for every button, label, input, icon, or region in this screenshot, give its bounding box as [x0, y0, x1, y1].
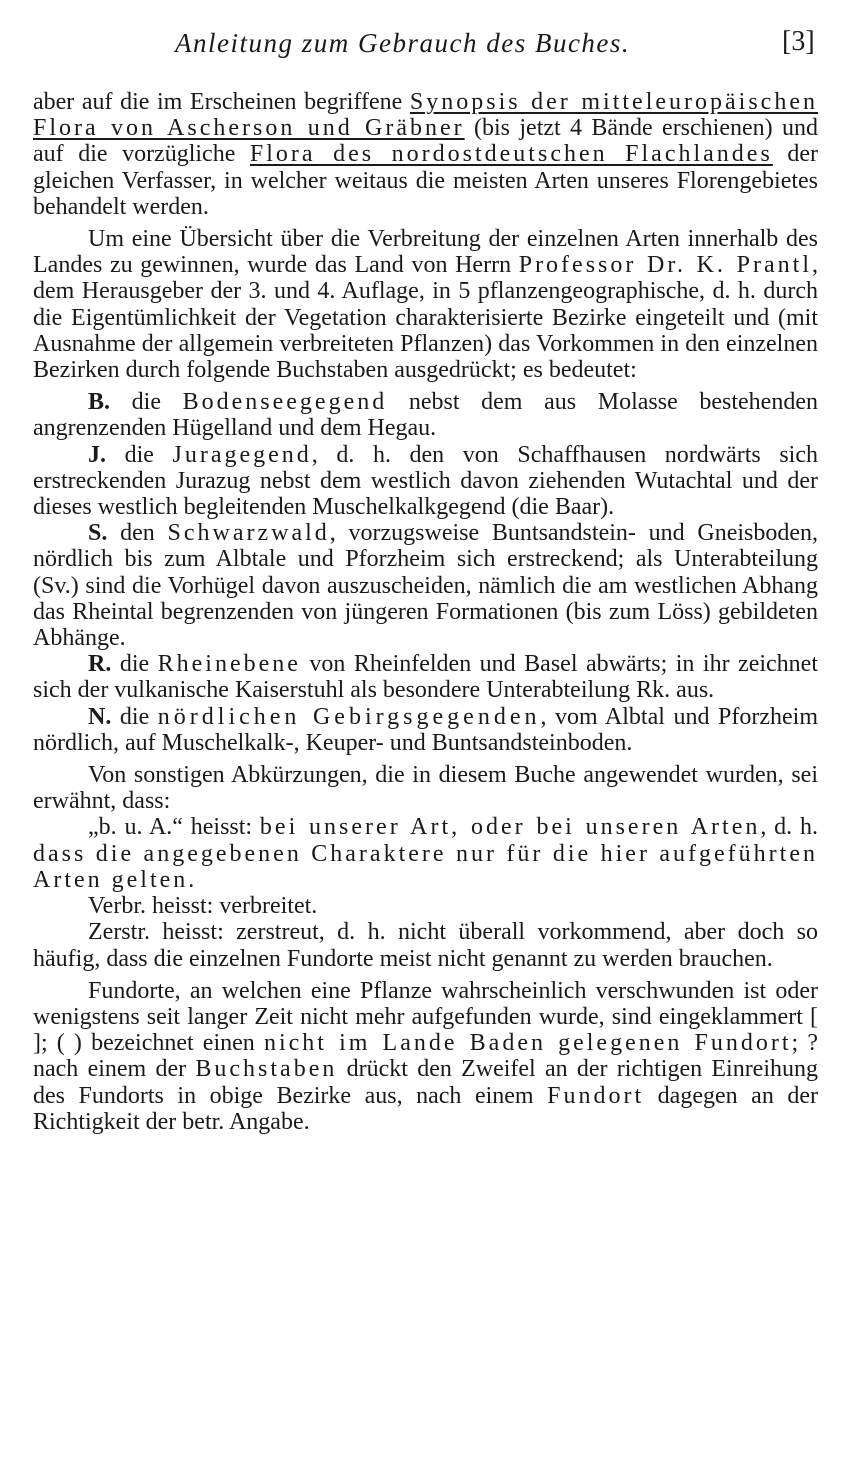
spaced-author-name: Professor Dr. K. Prantl: [518, 252, 812, 279]
spaced-word: Buchstaben: [195, 1056, 338, 1083]
region-letter: J.: [88, 441, 106, 468]
region-letter: N.: [88, 703, 112, 730]
abbreviation-verbr: Verbr. heisst: verbreitet.: [88, 893, 318, 920]
region-letter: R.: [88, 651, 112, 678]
page-header: [0, 22, 850, 66]
region-name: Rheinebene: [157, 651, 301, 678]
page-body: [33, 89, 818, 1135]
spaced-definition: bei unserer Art, oder bei unseren Arten: [259, 814, 761, 841]
page-number: [3]: [782, 26, 815, 57]
spaced-word: Fundort: [547, 1082, 645, 1109]
running-title: Anleitung zum Gebrauch des Buches.: [175, 28, 631, 58]
underlined-title-synopsis: Synopsis der mitteleuropäischen Flora von Ascherson und Gräbner: [33, 89, 818, 142]
region-entry-n: N. die nördlichen Gebirgsgegenden, vom Albtal und Pforzheim nördlich, auf Muschelkalk-, Keuper- und Buntsandsteinboden.: [33, 703, 819, 756]
region-name: Juragegend: [172, 441, 312, 468]
spaced-definition: dass die angegebenen Charaktere nur für die hier aufgeführten Arten gelten.: [33, 840, 818, 893]
paragraph-districts-intro: Um eine Übersicht über die Verbreitung der einzelnen Arten innerhalb des Landes zu gewinnen, wurde das Land von Herrn Professor Dr. K. Prantl, dem Herausgeber der 3. und 4. Auflage, in 5 pflanzengeographische, d. h. durch die Eigentümlichkeit der Vegetation charakterisierte Bezirke eingeteilt und (mit Ausnahme der allgemein verbreiteten Pflanzen) das Vorkommen in den einzelnen Bezirken durch folgende Buchstaben ausgedrückt; es bedeutet:: [33, 226, 818, 384]
spaced-phrase: nicht im Lande Baden gelegenen Fundort: [263, 1030, 792, 1057]
paragraph-fundorte: Fundorte, an welchen eine Pflanze wahrscheinlich verschwunden ist oder wenigstens seit langer Zeit nicht mehr aufgefunden wurde, sind eingeklammert [ ]; ( ) bezeichnet einen nicht im Lande Baden gelegenen Fundort; ? nach einem der Buchstaben drückt den Zweifel an der richtigen Einreihung des Fundorts in obige Bezirke aus, nach einem Fundort dagegen an der Richtigkeit der betr. Angabe.: [33, 977, 819, 1135]
region-letter: S.: [88, 520, 108, 547]
region-name: nördlichen Gebirgsgegenden: [157, 703, 541, 730]
abbreviation-bua: „b. u. A.“ heisst: bei unserer Art, oder bei unseren Arten, d. h. dass die angegebenen Charaktere nur für die hier aufgeführten Arten gelten.: [33, 814, 818, 893]
abbreviation-zerstr: Zerstr. heisst: zerstreut, d. h. nicht überall vorkommend, aber doch so häufig, dass die einzelnen Fundorte meist nicht genannt zu werden brauchen.: [33, 919, 818, 972]
region-entry-s: S. den Schwarzwald, vorzugsweise Buntsandstein- und Gneisboden, nördlich bis zum Albtale und Pforzheim sich erstreckend; als Unterabteilung (Sv.) sind die Vorhügel davon auszuscheiden, nämlich die am westlichen Abhang das Rheintal begrenzenden von jüngeren Formationen (bis zum Löss) gebildeten Abhänge.: [33, 520, 819, 652]
region-entry-b: B. die Bodenseegegend nebst dem aus Molasse bestehenden angrenzenden Hügelland und dem Hegau.: [33, 389, 818, 442]
region-entry-j: J. die Juragegend, d. h. den von Schaffhausen nordwärts sich erstreckenden Jurazug nebst dem westlich davon ziehenden Wutachtal und der dieses westlich begleitenden Muschelkalkgegend (die Baar).: [33, 441, 818, 521]
underlined-title-flora: Flora des nordostdeutschen Flachlandes: [249, 141, 773, 168]
paragraph-abbreviations-intro: Von sonstigen Abkürzungen, die in diesem Buche angewendet wurden, sei erwähnt, dass:: [33, 762, 818, 815]
region-name: Bodenseegegend: [182, 389, 388, 416]
paragraph-references: aber auf die im Erscheinen begriffene Synopsis der mitteleuropäischen Flora von Ascherson und Gräbner (bis jetzt 4 Bände erschienen) und auf die vorzügliche Flora des nordostdeutschen Flachlandes der gleichen Verfasser, in welcher weitaus die meisten Arten unseres Florengebietes behandelt werden.: [33, 89, 819, 220]
region-name: Schwarzwald: [167, 520, 330, 547]
region-letter: B.: [88, 389, 111, 416]
region-entry-r: R. die Rheinebene von Rheinfelden und Basel abwärts; in ihr zeichnet sich der vulkanische Kaiserstuhl als besondere Unterabteilung Rk. aus.: [33, 651, 818, 704]
